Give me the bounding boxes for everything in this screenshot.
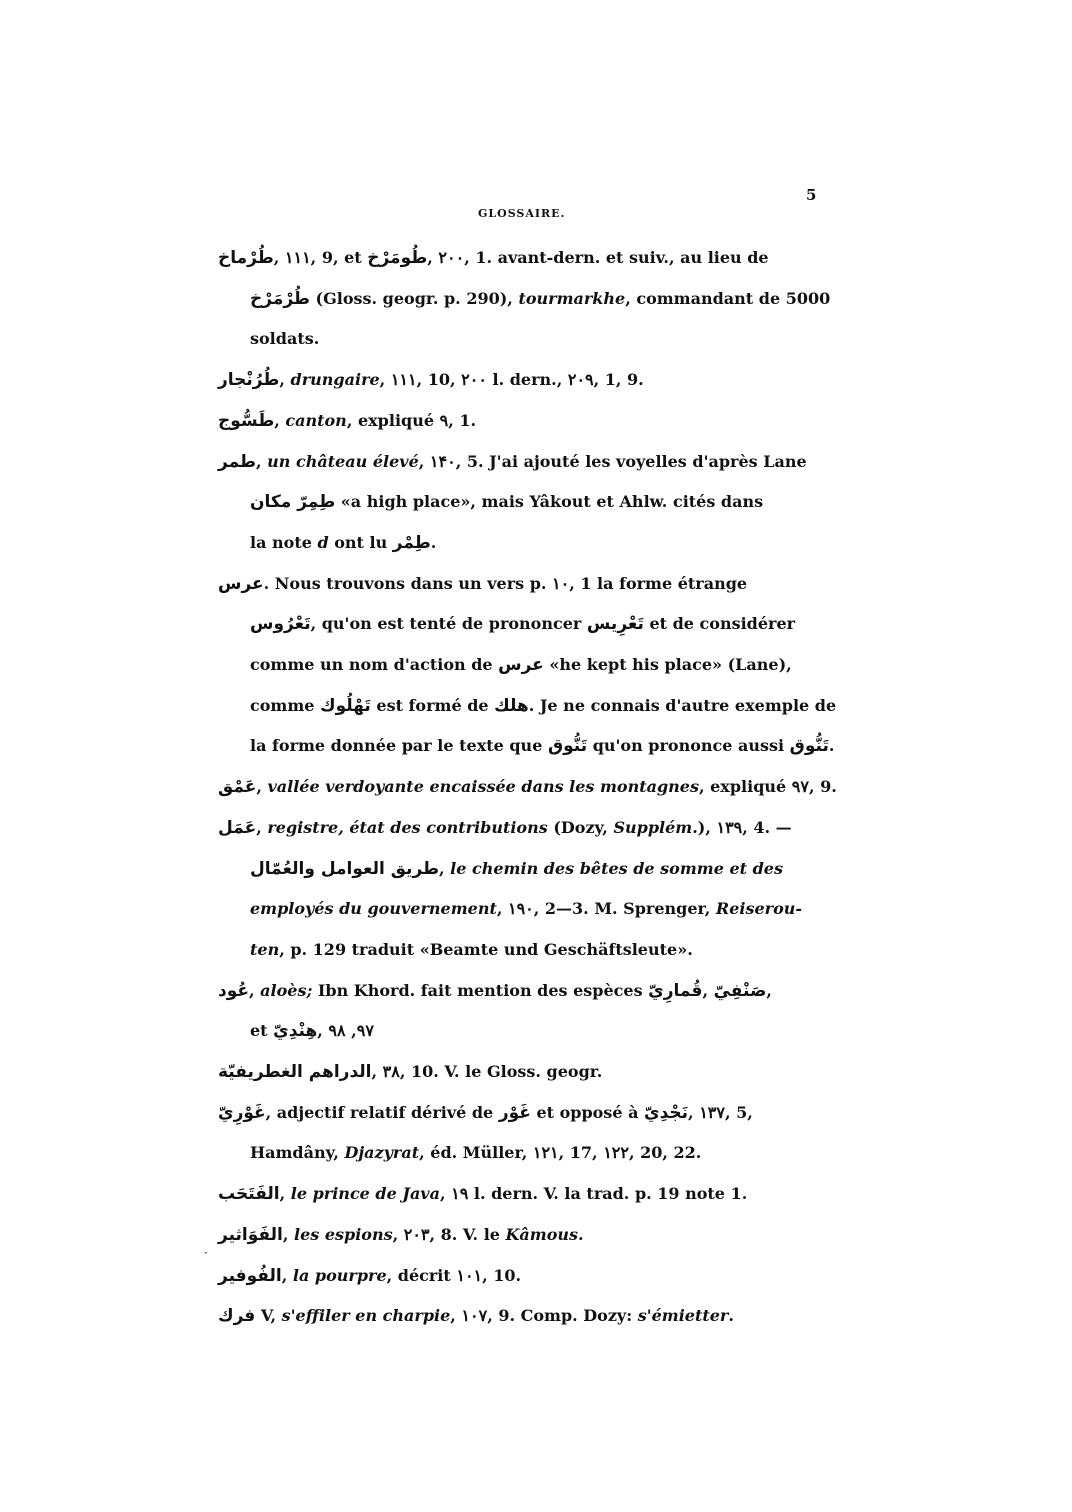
italic-text: d: [317, 532, 329, 552]
glossary-entry: [218, 767, 840, 808]
entry-line: [218, 360, 840, 401]
entry-text: (Dozy,: [547, 817, 614, 837]
entry-text: et: [250, 1021, 274, 1041]
entry-text: , p. 129 traduit «Beamte und Geschäftsleute».: [279, 939, 693, 959]
entry-text: et de considérer: [643, 614, 796, 634]
entry-text: , ۱۹۰, 2—3. M. Sprenger,: [496, 899, 716, 919]
italic-text: drungaire: [290, 370, 380, 390]
entry-line: [218, 1215, 840, 1256]
entry-text: ,: [281, 1265, 293, 1285]
entry-text: .: [728, 1306, 734, 1326]
entry-line: [218, 849, 840, 890]
italic-text: Djazyrat: [344, 1143, 420, 1163]
arabic-term: طَسُّوج: [218, 410, 275, 431]
entry-line: [218, 1256, 840, 1297]
entry-line: [218, 238, 840, 279]
arabic-term: طِمْر: [392, 532, 431, 553]
entry-line: [218, 767, 840, 808]
entry-text: est formé de: [370, 695, 495, 715]
entry-line: [218, 930, 840, 971]
entry-text: soldats.: [250, 329, 320, 349]
entry-line: [218, 319, 840, 360]
arabic-term: قُمارِيّ: [648, 980, 703, 1001]
glossary-entry: [218, 564, 840, 768]
glossary-entry: [218, 808, 840, 971]
entry-text: , ۱۱۱, 10, ۲۰۰ l. dern., ۲۰۹, 1, 9.: [379, 370, 644, 390]
italic-text: ten: [250, 939, 280, 959]
entry-line: [218, 1296, 840, 1337]
arabic-term: عَمْق: [218, 777, 257, 798]
entry-text: ,: [249, 980, 261, 1000]
italic-text: Kâmous: [505, 1224, 579, 1244]
entry-text: comme un nom d'action de: [250, 655, 499, 675]
italic-text: employés du gouvernement: [250, 899, 497, 919]
arabic-term: طُرْمَرْخ: [250, 288, 310, 309]
arabic-term: الدراهم الغطريفيّة: [218, 1062, 372, 1083]
entry-text: ,: [274, 410, 286, 430]
entry-text: , ۱۰۷, 9. Comp. Dozy:: [450, 1306, 638, 1326]
glossary-entry: [218, 401, 840, 442]
arabic-term: الفَوَاثير: [218, 1224, 283, 1245]
arabic-term: هِنْدِيّ: [273, 1021, 318, 1042]
italic-text: canton: [285, 410, 347, 430]
entry-text: (Gloss. geogr. p. 290),: [309, 288, 519, 308]
entry-text: la note: [250, 532, 318, 552]
entry-line: [218, 604, 840, 645]
entry-text: ,: [255, 451, 268, 471]
italic-text: Supplém.: [613, 817, 698, 837]
arabic-term: تَنُّوق: [789, 736, 829, 757]
entry-line: [218, 889, 840, 930]
entry-line: [218, 645, 840, 686]
italic-text: un château élevé: [267, 451, 419, 471]
arabic-term: هلك: [494, 695, 529, 716]
italic-text: registre, état des contributions: [267, 817, 548, 837]
italic-text: la pourpre: [292, 1265, 387, 1285]
italic-text: les espions: [293, 1224, 393, 1244]
entry-text: Hamdâny,: [250, 1143, 345, 1163]
arabic-term: غَوْر: [498, 1102, 531, 1123]
glossary-entry: [218, 1296, 840, 1337]
page-number: 5: [806, 186, 817, 204]
entry-text: , décrit ۱۰۱, 10.: [386, 1265, 522, 1285]
italic-text: le chemin des bêtes de somme et des: [450, 858, 783, 878]
italic-text: vallée verdoyante encaissée dans les montagnes: [267, 777, 699, 797]
entry-text: ,: [279, 370, 291, 390]
glossary-entry: [218, 442, 840, 564]
entry-text: , adjectif relatif dérivé de: [265, 1102, 499, 1122]
entry-line: [218, 1174, 840, 1215]
arabic-term: الفُوفير: [218, 1265, 282, 1286]
entry-line: [218, 401, 840, 442]
arabic-term: عَمَل: [218, 817, 257, 838]
entry-line: [218, 1011, 840, 1052]
entry-line: [218, 808, 840, 849]
arabic-term: طريق العوامل والعُمّال: [250, 858, 440, 879]
arabic-term: نَجْدِيّ: [644, 1102, 689, 1123]
entry-text: ,: [279, 1184, 291, 1204]
entry-text: , expliqué ٩٧, 9.: [698, 777, 837, 797]
arabic-term: الفَتَحَب: [218, 1184, 280, 1205]
arabic-term: طُومَرْخ: [367, 248, 428, 268]
arabic-term: غَوْرِيّ: [218, 1102, 266, 1123]
glossary-entry: [218, 1256, 840, 1297]
entry-text: , ۲۰۰, 1. avant-dern. et suiv., au lieu de: [427, 248, 769, 267]
entry-text: . Je ne connais d'autre exemple de: [528, 695, 837, 715]
entry-text: , ۱۳۷, 5,: [688, 1102, 753, 1122]
arabic-term: فرك: [218, 1306, 256, 1327]
entry-text: ,: [702, 980, 714, 1000]
entry-text: , ۱۴۰, 5. J'ai ajouté les voyelles d'après Lane: [418, 451, 807, 471]
entry-text: , ۲۰۳, 8. V. le: [392, 1224, 506, 1244]
arabic-term: طمر: [218, 451, 256, 472]
italic-text: s'émietter: [637, 1306, 729, 1326]
entry-line: [218, 1093, 840, 1134]
entry-text: ,: [766, 980, 772, 1000]
entry-text: et opposé à: [530, 1102, 644, 1122]
entry-text: , ٩٧, ٩٨: [317, 1021, 374, 1041]
arabic-term: صَنْفِيّ: [713, 980, 767, 1001]
italic-text: tourmarkhe: [518, 288, 626, 308]
entry-text: ,: [439, 858, 451, 878]
arabic-term: طِمِرّ مكان: [250, 492, 336, 513]
arabic-term: تَعْرِيس: [586, 614, 644, 635]
entry-text: .: [578, 1224, 584, 1244]
entry-text: V,: [255, 1306, 282, 1326]
stray-ink-mark: ·: [204, 1246, 208, 1260]
entry-line: [218, 279, 840, 320]
glossary-entry: [218, 1215, 840, 1256]
entry-line: [218, 971, 840, 1012]
entry-text: ,: [282, 1224, 294, 1244]
entry-line: [218, 564, 840, 605]
italic-text: aloès;: [260, 980, 313, 1000]
entry-text: comme: [250, 695, 321, 715]
entry-text: , ۱۱۱, 9, et: [273, 248, 368, 267]
glossary-entry: [218, 1093, 840, 1174]
glossary-entry: [218, 1174, 840, 1215]
entry-text: .: [828, 736, 835, 756]
entry-text: . Nous trouvons dans un vers p. ۱۰, 1 la forme étrange: [263, 573, 748, 593]
entry-line: [218, 686, 840, 727]
entry-text: ,: [256, 817, 268, 837]
arabic-term: عرس: [218, 573, 264, 594]
entry-text: , qu'on est tenté de prononcer: [310, 614, 587, 634]
entry-text: Ibn Khord. fait mention des espèces: [312, 980, 649, 1000]
entry-text: «a high place», mais Yâkout et Ahlw. cités dans: [335, 492, 764, 512]
entry-text: , ۳۸, 10. V. le Gloss. geogr.: [371, 1062, 603, 1082]
italic-text: s'effiler en charpie: [281, 1306, 451, 1326]
italic-text: le prince de Java: [290, 1184, 440, 1204]
entry-line: [218, 1133, 840, 1174]
entry-text: la forme donnée par le texte que: [250, 736, 548, 756]
glossary-entry: [218, 971, 840, 1052]
entry-text: ), ۱۳۹, 4. —: [697, 817, 792, 837]
glossary-entry: [218, 238, 840, 360]
italic-text: Reiserou-: [715, 899, 803, 919]
glossary-entry: [218, 1052, 840, 1093]
entry-line: [218, 442, 840, 483]
glossary-entry: [218, 360, 840, 401]
entry-line: [218, 1052, 840, 1093]
entry-text: , ۱۹ l. dern. V. la trad. p. 19 note 1.: [439, 1184, 748, 1204]
entry-text: .: [430, 532, 437, 552]
entry-text: , expliqué ٩, 1.: [346, 410, 477, 430]
entry-text: , éd. Müller, ۱۲۱, 17, ۱۲۲, 20, 22.: [419, 1143, 702, 1163]
entry-line: [218, 523, 840, 564]
entry-line: [218, 726, 840, 767]
entry-text: ont lu: [328, 532, 393, 552]
glossary-entries: [218, 238, 840, 1337]
entry-text: ,: [256, 777, 268, 797]
arabic-term: تَعْرُوس: [250, 614, 311, 635]
arabic-term: تَنُّوق: [547, 736, 588, 757]
arabic-term: طُرْماخ: [218, 248, 274, 268]
entry-line: [218, 482, 840, 523]
arabic-term: عرس: [498, 655, 544, 676]
arabic-term: تَهْلُوك: [320, 695, 371, 716]
entry-text: , commandant de 5000: [625, 288, 831, 308]
arabic-term: طُرُنْجار: [218, 370, 280, 391]
entry-text: «he kept his place» (Lane),: [543, 655, 792, 675]
entry-text: qu'on prononce aussi: [587, 736, 790, 756]
running-head: GLOSSAIRE.: [478, 207, 566, 220]
arabic-term: عُود: [218, 980, 249, 1001]
